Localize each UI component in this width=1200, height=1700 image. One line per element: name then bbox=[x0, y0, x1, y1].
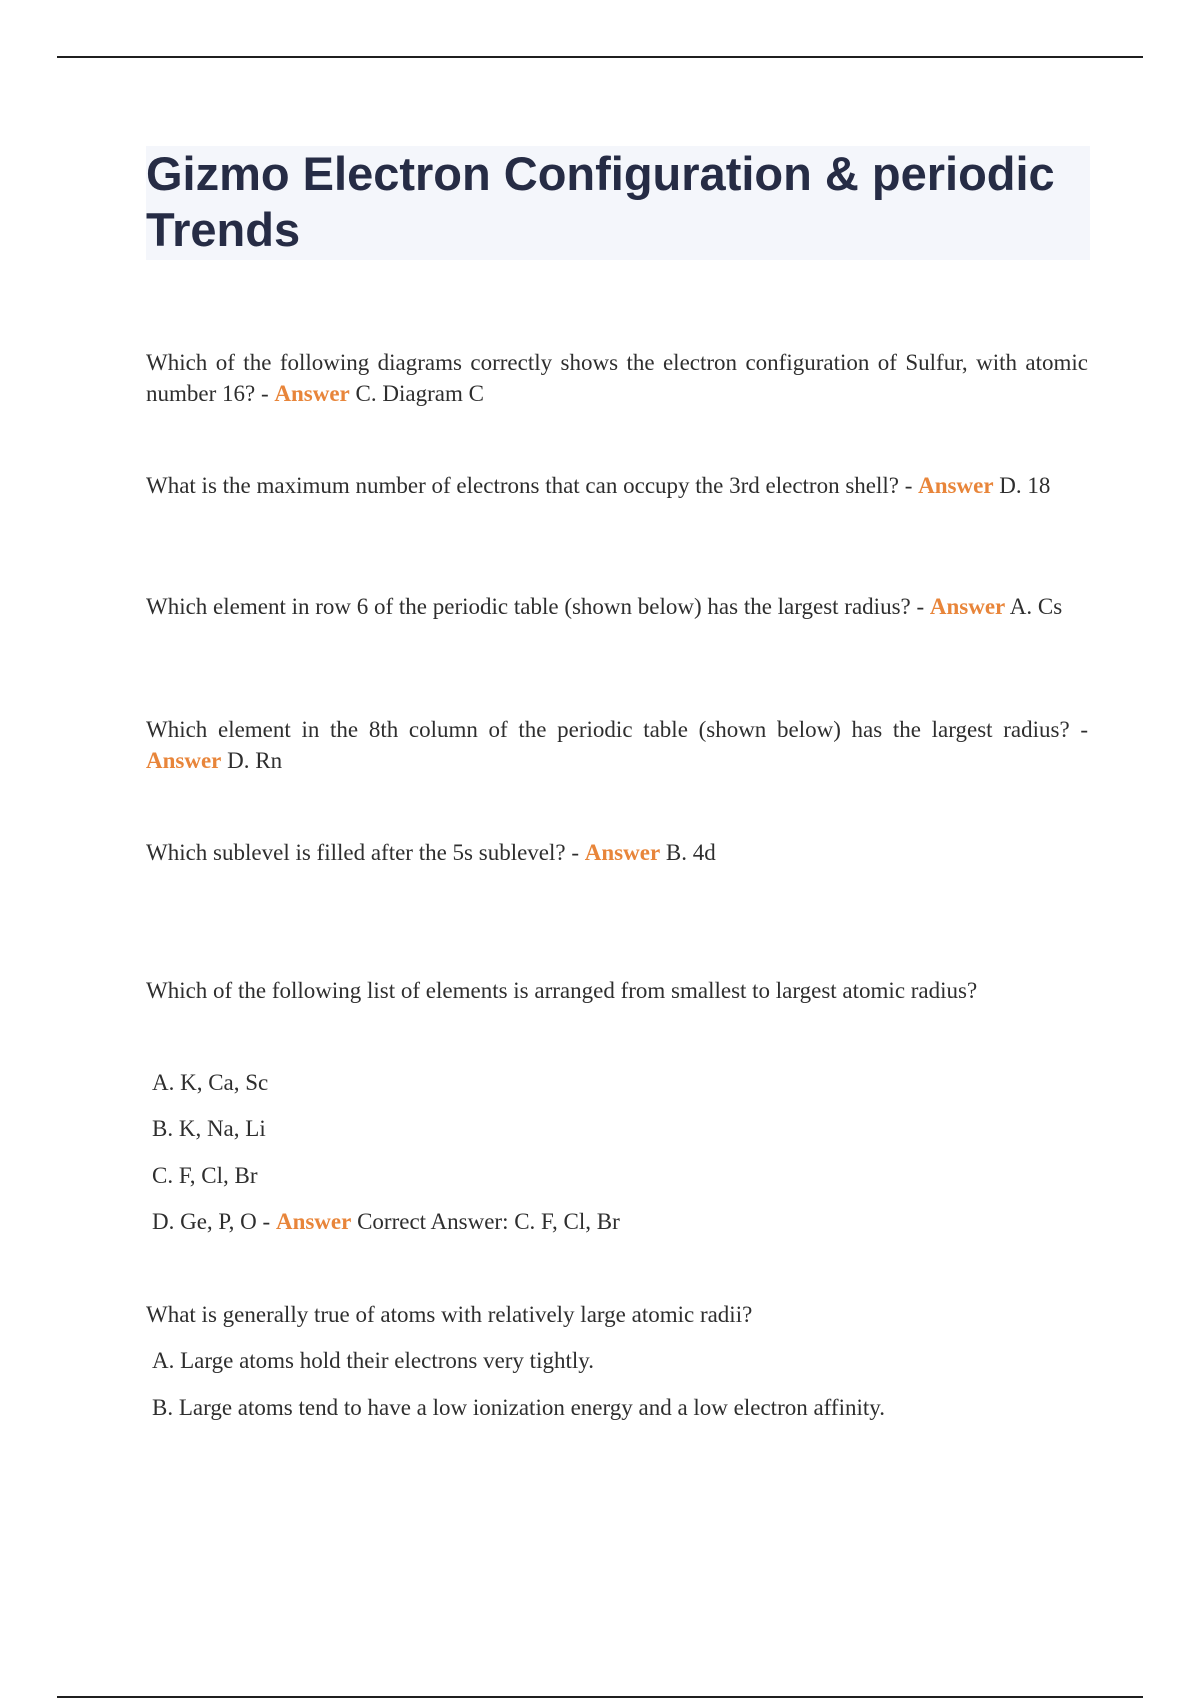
answer-label: Answer bbox=[929, 594, 1006, 619]
answer-text: Correct Answer: C. F, Cl, Br bbox=[357, 1209, 620, 1234]
question-6 bbox=[146, 975, 1088, 1006]
page-title: Gizmo Electron Configuration & periodic Trends bbox=[146, 147, 1055, 256]
answer-text: C. Diagram C bbox=[355, 381, 484, 406]
question-5 bbox=[146, 837, 1088, 868]
option-c: C. F, Cl, Br bbox=[152, 1163, 258, 1188]
answer-label: Answer bbox=[275, 1209, 352, 1234]
question-3 bbox=[146, 591, 1088, 622]
answer-label: Answer bbox=[146, 748, 222, 773]
top-rule bbox=[57, 56, 1143, 58]
option-a: A. K, Ca, Sc bbox=[152, 1070, 269, 1095]
answer-label: Answer bbox=[274, 381, 350, 406]
answer-text: D. Rn bbox=[227, 748, 283, 773]
question-text: Which of the following diagrams correctly shows the electron configuration of Sulfur, with atomic number 16? - bbox=[146, 350, 1088, 406]
question-1 bbox=[146, 347, 1088, 409]
question-7 bbox=[146, 1299, 1088, 1330]
answer-label: Answer bbox=[584, 840, 661, 865]
answer-text: D. 18 bbox=[999, 473, 1051, 498]
answer-text: A. Cs bbox=[1009, 594, 1063, 619]
option-a: A. Large atoms hold their electrons very tightly. bbox=[152, 1348, 594, 1373]
option-b: B. K, Na, Li bbox=[152, 1116, 266, 1141]
question-text: What is generally true of atoms with relatively large atomic radii? bbox=[146, 1302, 753, 1327]
answer-text: B. 4d bbox=[665, 840, 716, 865]
bottom-rule bbox=[57, 1696, 1143, 1698]
option-text: D. Ge, P, O - bbox=[152, 1209, 271, 1234]
option-b: B. Large atoms tend to have a low ionization energy and a low electron affinity. bbox=[152, 1395, 886, 1420]
question-text: What is the maximum number of electrons that can occupy the 3rd electron shell? - bbox=[146, 473, 913, 498]
question-text: Which of the following list of elements is arranged from smallest to largest atomic radius? bbox=[146, 978, 978, 1003]
question-text: Which element in row 6 of the periodic table (shown below) has the largest radius? - bbox=[146, 594, 925, 619]
answer-label: Answer bbox=[918, 473, 994, 498]
option-d bbox=[152, 1206, 620, 1237]
question-text: Which element in the 8th column of the periodic table (shown below) has the largest radius? - bbox=[146, 717, 1088, 742]
question-2 bbox=[146, 470, 1088, 501]
title-block bbox=[146, 146, 1090, 260]
question-4 bbox=[146, 714, 1088, 776]
question-text: Which sublevel is filled after the 5s sublevel? - bbox=[146, 840, 580, 865]
